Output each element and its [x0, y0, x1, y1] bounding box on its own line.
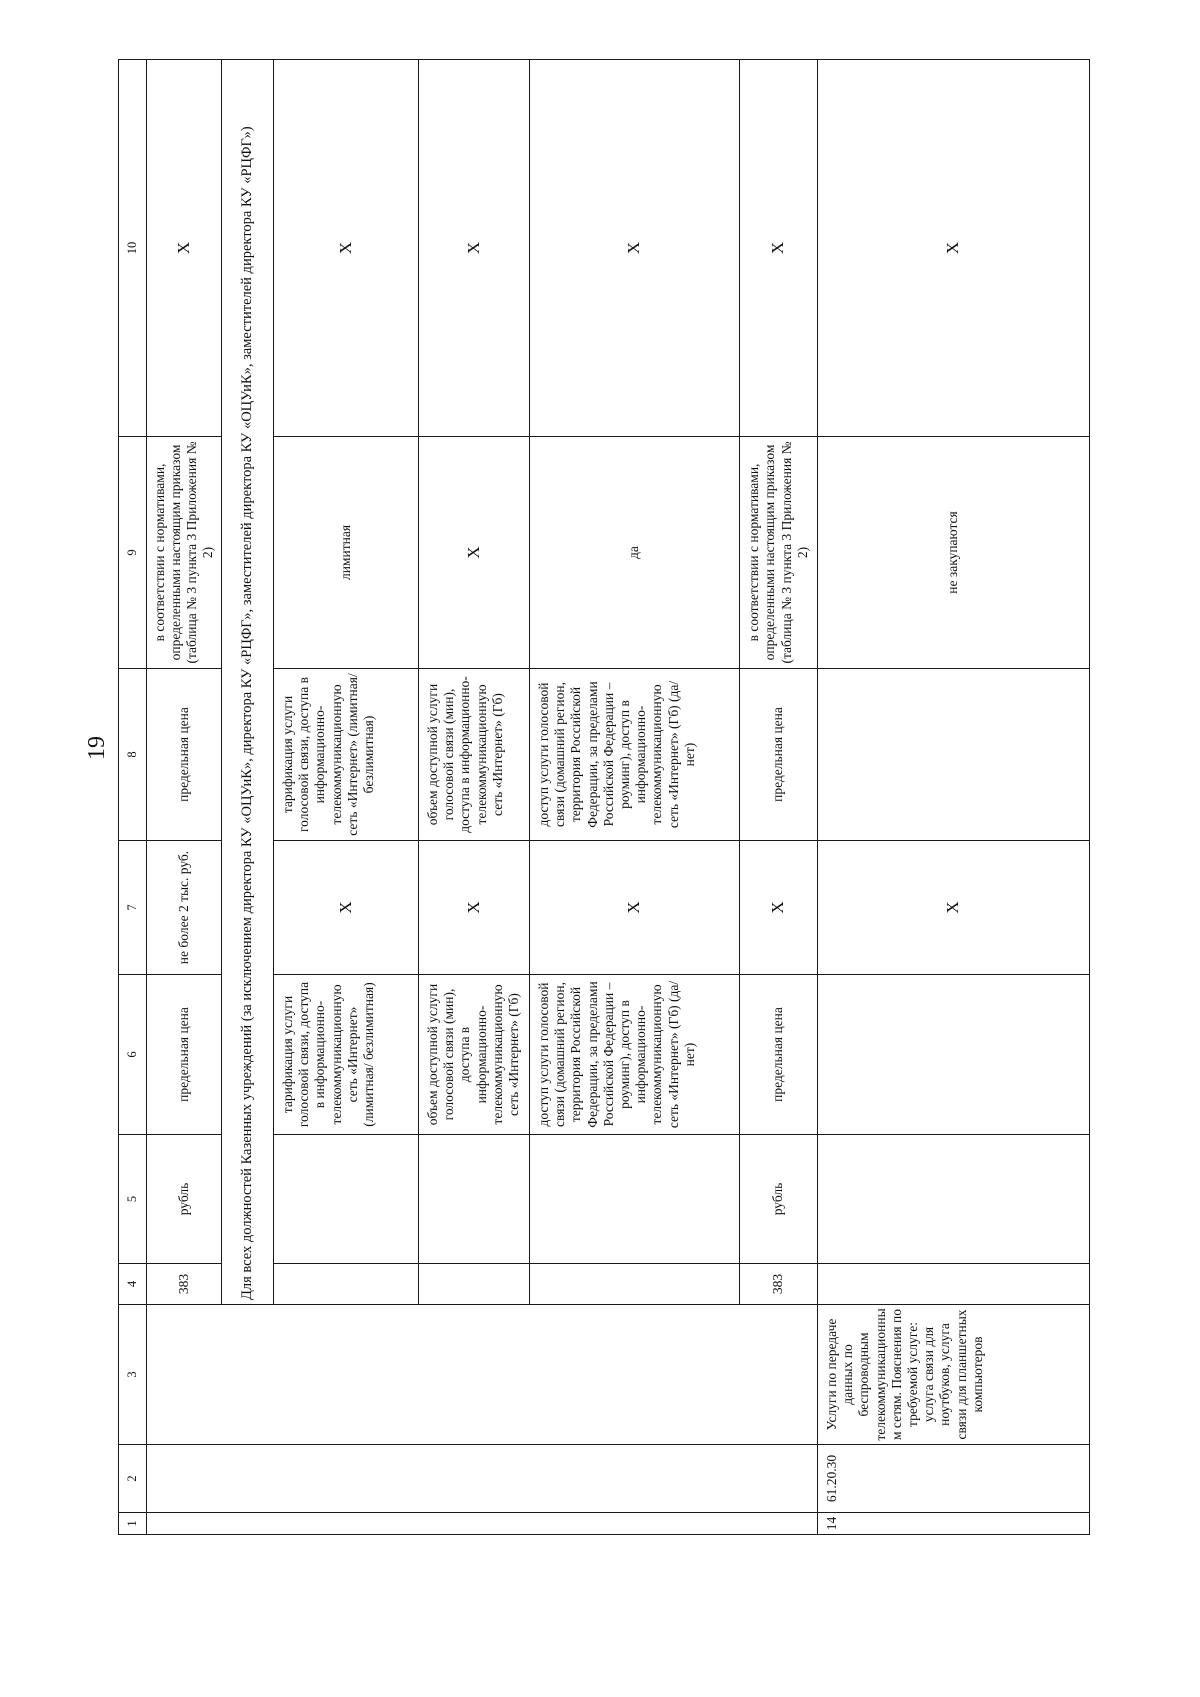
cell-empty [274, 1264, 419, 1305]
page-number: 19 [84, 736, 110, 760]
col-num-8: 8 [119, 669, 147, 841]
row-a-code: 383 [147, 1264, 222, 1305]
cell-empty [419, 1264, 530, 1305]
sub-row-1-c7: X [274, 841, 419, 975]
row-a-c8: предельная цена [147, 669, 222, 841]
cell-empty [818, 1264, 1090, 1305]
sub-row-3-c7: X [530, 841, 740, 975]
row-b-c10: X [740, 60, 818, 437]
row-14-service-name: Услуги по передаче данных по беспроводным телекоммуникационным сетям. Пояснения по требуемой услуге: услуга связи для ноутбуков, услуга связи для планшетных компьютеров [818, 1305, 1090, 1445]
row-a-c7: не более 2 тыс. руб. [147, 841, 222, 975]
row-14-c10: X [818, 60, 1090, 437]
sub-row-1-c10: X [274, 60, 419, 437]
sub-row-3-c6: доступ услуги голосовой связи (домашний регион, территория Российской Федерации, за пределами Российской Федерации – роуминг), доступ в информационно-телекоммуникационную сеть «Интернет» (Гб) (да/нет) [530, 975, 740, 1135]
row-b-unit: рубль [740, 1135, 818, 1264]
cell-empty [147, 1445, 818, 1513]
cell-empty [818, 1135, 1090, 1264]
sub-row-1-c6: тарификация услуги голосовой связи, доступа в информационно-телекоммуникационную сеть «Интернет» (лимитная/ безлимитная) [274, 975, 419, 1135]
specifications-table [118, 59, 1090, 1535]
cell-empty [274, 1135, 419, 1264]
row-14-c7: X [818, 841, 1090, 975]
column-number-row [119, 60, 147, 1535]
table-row [147, 60, 222, 1535]
sub-row-1-c9: лимитная [274, 437, 419, 669]
sub-row-2-c9: X [419, 437, 530, 669]
row-b-c6: предельная цена [740, 975, 818, 1135]
row-b-c8: предельная цена [740, 669, 818, 841]
row-b-c7: X [740, 841, 818, 975]
cell-empty [147, 1305, 818, 1445]
col-num-1: 1 [119, 1513, 147, 1535]
row-a-c9: в соответствии с нормативами, определенными настоящим приказом (таблица № 3 пункта 3 Приложения № 2) [147, 437, 222, 669]
sub-row-1-c8: тарификация услуги голосовой связи, доступа в информационно-телекоммуникационную сеть «Интернет» (лимитная/ безлимитная) [274, 669, 419, 841]
row-14-okpd-code: 61.20.30 [818, 1445, 1090, 1513]
cell-empty [818, 975, 1090, 1135]
cell-empty [530, 1135, 740, 1264]
group-header: Для всех должностей Казенных учреждений (за исключением директора КУ «ОЦУиК», директора КУ «РЦФГ», заместителей директора КУ «ОЦУиК», заместителей директора КУ «РЦФГ») [222, 60, 274, 1305]
rotated-table-wrapper [118, 60, 1090, 1535]
col-num-2: 2 [119, 1445, 147, 1513]
sub-row-2-c10: X [419, 60, 530, 437]
cell-empty [419, 1135, 530, 1264]
col-num-5: 5 [119, 1135, 147, 1264]
sub-row-2-c6: объем доступной услуги голосовой связи (мин), доступа в информационно-телекоммуникационную сеть «Интернет» (Гб) [419, 975, 530, 1135]
cell-empty [147, 1513, 818, 1535]
cell-empty [530, 1264, 740, 1305]
row-a-c6: предельная цена [147, 975, 222, 1135]
row-b-c9: в соответствии с нормативами, определенными настоящим приказом (таблица № 3 пункта 3 Приложения № 2) [740, 437, 818, 669]
cell-empty [818, 669, 1090, 841]
row-14-number: 14 [818, 1513, 1090, 1535]
row-a-c10: X [147, 60, 222, 437]
col-num-3: 3 [119, 1305, 147, 1445]
col-num-4: 4 [119, 1264, 147, 1305]
row-a-unit: рубль [147, 1135, 222, 1264]
col-num-6: 6 [119, 975, 147, 1135]
sub-row-3-c9: да [530, 437, 740, 669]
table-row-14 [818, 60, 1090, 1535]
row-14-c9: не закупаются [818, 437, 1090, 669]
col-num-10: 10 [119, 60, 147, 437]
col-num-9: 9 [119, 437, 147, 669]
col-num-7: 7 [119, 841, 147, 975]
row-b-code: 383 [740, 1264, 818, 1305]
sub-row-3-c10: X [530, 60, 740, 437]
sub-row-2-c7: X [419, 841, 530, 975]
sub-row-3-c8: доступ услуги голосовой связи (домашний регион, территория Российской Федерации, за пределами Российской Федерации – роуминг), доступ в информационно-телекоммуникационную сеть «Интернет» (Гб) (да/нет) [530, 669, 740, 841]
sub-row-2-c8: объем доступной услуги голосовой связи (мин), доступа в информационно-телекоммуникационную сеть «Интернет» (Гб) [419, 669, 530, 841]
